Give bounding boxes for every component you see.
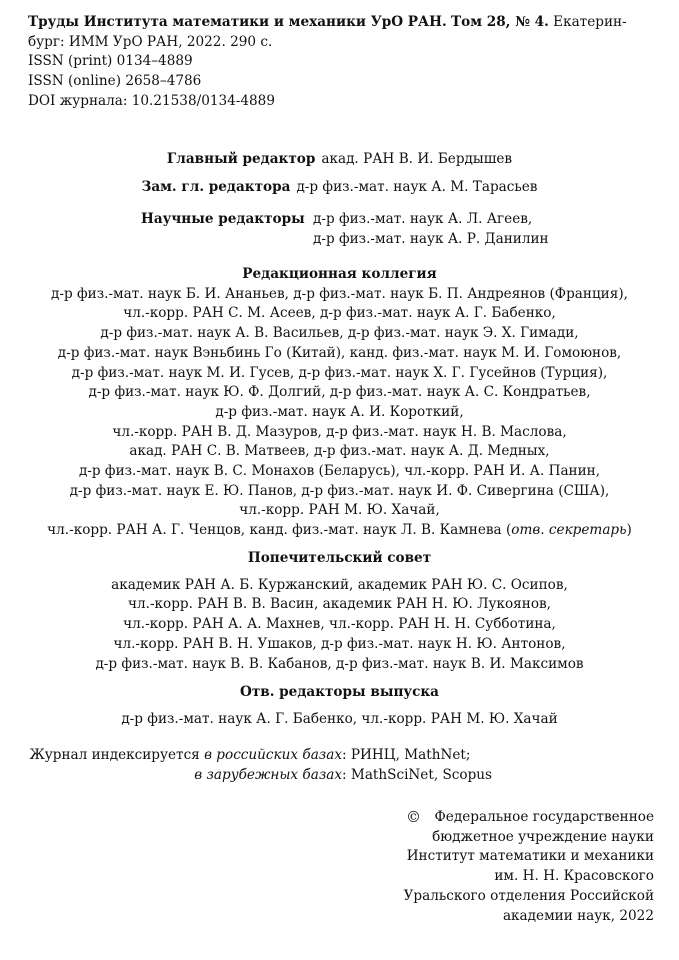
journal-title: Труды Института математики и механики УрО РАН. [28,14,447,30]
chief-editor-name: акад. РАН В. И. Бердышев [321,151,513,167]
copyright-line: академии наук, 2022 [502,907,654,924]
board-line-last [0,521,679,541]
deputy-editor-line [0,178,679,198]
editorial-board [0,265,679,541]
copyright-block [380,808,654,926]
board-line: чл.-корр. РАН С. М. Асеев, д-р физ.-мат. наук А. Г. Бабенко, [123,305,556,322]
trustees-line: чл.-корр. РАН В. Н. Ушаков, д-р физ.-мат. наук Н. Ю. Антонов, [113,635,566,652]
copyright-line: Федеральное государственное [434,809,654,825]
board-last-end: ) [626,522,632,539]
issue-editors-line: д-р физ.-мат. наук А. Г. Бабенко, чл.-корр. РАН М. Ю. Хачай [121,710,558,727]
board-line: д-р физ.-мат. наук А. И. Короткий, [215,403,464,420]
board-line: чл.-корр. РАН В. Д. Мазуров, д-р физ.-мат. наук Н. В. Маслова, [112,423,567,440]
chief-editor-line [0,150,679,170]
chief-editor-role: Главный редактор [166,151,316,167]
trustees-line: чл.-корр. РАН А. А. Махнев, чл.-корр. РАН Н. Н. Субботина, [123,616,556,633]
deputy-editor-role: Зам. гл. редактора [141,179,291,195]
science-editors-role: Научные редакторы [141,211,305,227]
board-line: д-р физ.-мат. наук М. И. Гусев, д-р физ.-мат. наук Х. Г. Гусейнов (Турция), [71,364,608,381]
trustees-line: д-р физ.-мат. наук В. В. Кабанов, д-р физ.-мат. наук В. И. Максимов [95,655,584,672]
board-last-plain: чл.-корр. РАН А. Г. Ченцов, канд. физ.-мат. наук Л. В. Камнева ( [47,522,512,539]
bibliographic-block [28,13,656,112]
board-line: д-р физ.-мат. наук В. С. Монахов (Беларусь), чл.-корр. РАН И. А. Панин, [78,463,601,480]
issn-print: ISSN (print) 0134–4889 [28,53,193,70]
board-line: д-р физ.-мат. наук Б. И. Ананьев, д-р физ.-мат. наук Б. П. Андреянов (Франция), [51,285,628,302]
copyright-line: Уральского отделения Российской [403,887,654,904]
science-editor-2: д-р физ.-мат. наук А. Р. Данилин [313,230,549,247]
executive-secretary-label: отв. секретарь [511,522,627,539]
indexing-prefix: Журнал индексируется [29,747,205,763]
board-line: д-р физ.-мат. наук Е. Ю. Панов, д-р физ.-мат. наук И. Ф. Сивергина (США), [69,482,610,499]
board-line: д-р физ.-мат. наук Вэньбинь Го (Китай), канд. физ.-мат. наук М. И. Гомоюнов, [57,344,622,361]
copyright-line: бюджетное учреждение науки [432,828,654,845]
board-line: д-р физ.-мат. наук Ю. Ф. Долгий, д-р физ.-мат. наук А. С. Кондратьев, [88,384,591,401]
board-line: д-р физ.-мат. наук А. В. Васильев, д-р физ.-мат. наук Э. Х. Гимади, [100,325,579,342]
biblio-line-1 [28,13,656,33]
russian-databases-value: : РИНЦ, MathNet; [342,747,471,763]
issue-editors [0,683,679,729]
indexing-block [28,746,492,785]
board-of-trustees [0,549,679,674]
board-line: чл.-корр. РАН М. Ю. Хачай, [239,502,440,519]
editorial-board-heading: Редакционная коллегия [242,266,437,282]
issn-online: ISSN (online) 2658–4786 [28,73,202,90]
trustees-line: академик РАН А. Б. Куржанский, академик РАН Ю. С. Осипов, [111,576,568,593]
copyright-icon: © [406,808,421,826]
foreign-databases-value: : MathSciNet, Scopus [342,766,493,783]
doi-line: DOI журнала: 10.21538/0134-4889 [28,92,275,109]
trustees-heading: Попечительский совет [247,550,432,566]
place-start: Екатерин- [548,14,627,30]
deputy-editor-name: д-р физ.-мат. наук А. М. Тарасьев [296,179,538,195]
issue-editors-heading: Отв. редакторы выпуска [240,684,439,700]
trustees-line: чл.-корр. РАН В. В. Васин, академик РАН Н. Ю. Лукоянов, [128,596,551,613]
volume-issue: Том 28, № 4. [451,14,549,30]
copyright-line: Институт математики и механики [406,848,654,865]
science-editor-1: д-р физ.-мат. наук А. Л. Агеев, [313,211,533,227]
foreign-databases-label: в зарубежных базах [194,766,342,783]
science-editors [141,210,549,249]
russian-databases-label: в российских базах [204,747,342,763]
copyright-line: им. Н. Н. Красовского [494,868,654,885]
board-line: акад. РАН С. В. Матвеев, д-р физ.-мат. наук А. Д. Медных, [129,443,550,460]
biblio-line-2: бург: ИММ УрО РАН, 2022. 290 с. [28,33,273,50]
